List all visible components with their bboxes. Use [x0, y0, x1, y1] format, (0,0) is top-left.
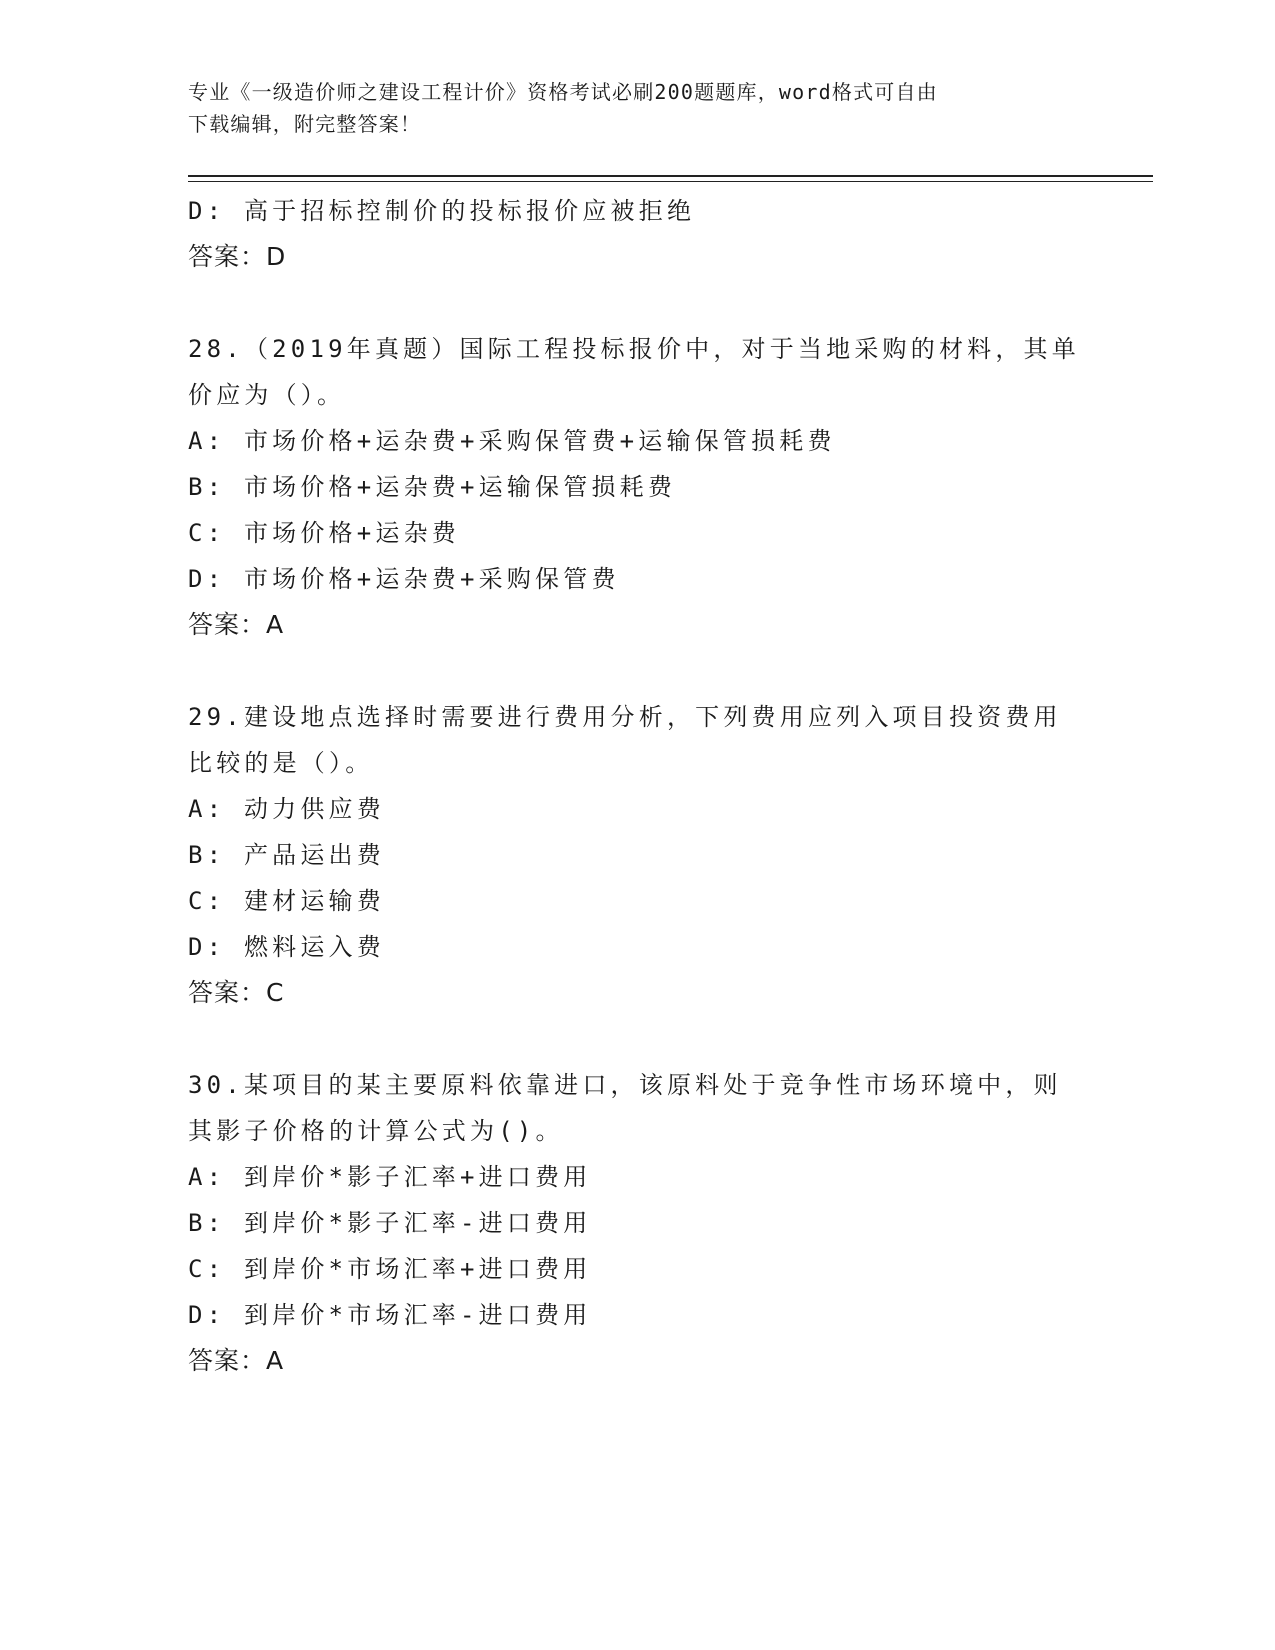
option-a: A: 到岸价*影子汇率+进口费用	[188, 1163, 592, 1191]
option-d: D: 高于招标控制价的投标报价应被拒绝	[188, 197, 696, 225]
question-29	[188, 694, 1088, 1016]
spacer	[188, 648, 1088, 694]
option-c: C: 市场价格+运杂费	[188, 519, 460, 547]
option-a: A: 市场价格+运杂费+采购保管费+运输保管损耗费	[188, 427, 836, 455]
question-stem-continued: 其影子价格的计算公式为()。	[188, 1117, 564, 1145]
spacer	[188, 1016, 1088, 1062]
header-line-1: 专业《一级造价师之建设工程计价》资格考试必刷200题题库，word格式可自由	[188, 80, 938, 104]
header-line-2: 下载编辑，附完整答案！	[188, 112, 422, 136]
answer-line: 答案：D	[188, 242, 287, 271]
question-stem-continued: 价应为（）。	[188, 381, 346, 409]
answer-line: 答案：A	[188, 1346, 285, 1375]
option-d: D: 到岸价*市场汇率-进口费用	[188, 1301, 592, 1329]
option-b: B: 市场价格+运杂费+运输保管损耗费	[188, 473, 677, 501]
question-stem-continued: 比较的是（）。	[188, 749, 374, 777]
option-c: C: 到岸价*市场汇率+进口费用	[188, 1255, 592, 1283]
question-stem: 29.建设地点选择时需要进行费用分析，下列费用应列入项目投资费用	[188, 703, 1062, 731]
option-a: A: 动力供应费	[188, 795, 385, 823]
question-stem: 30.某项目的某主要原料依靠进口，该原料处于竞争性市场环境中，则	[188, 1071, 1062, 1099]
previous-question-tail	[188, 188, 1088, 280]
answer-line: 答案：C	[188, 978, 285, 1007]
answer-line: 答案：A	[188, 610, 285, 639]
spacer	[188, 280, 1088, 326]
option-c: C: 建材运输费	[188, 887, 385, 915]
question-28	[188, 326, 1088, 648]
question-stem: 28.（2019年真题）国际工程投标报价中，对于当地采购的材料，其单	[188, 335, 1080, 363]
header-divider-thick	[188, 175, 1153, 177]
option-d: D: 市场价格+运杂费+采购保管费	[188, 565, 620, 593]
question-content	[188, 188, 1088, 1384]
header-divider-thin	[188, 181, 1153, 182]
document-header	[188, 76, 1088, 140]
option-d: D: 燃料运入费	[188, 933, 385, 961]
option-b: B: 产品运出费	[188, 841, 385, 869]
option-b: B: 到岸价*影子汇率-进口费用	[188, 1209, 592, 1237]
question-30	[188, 1062, 1088, 1384]
